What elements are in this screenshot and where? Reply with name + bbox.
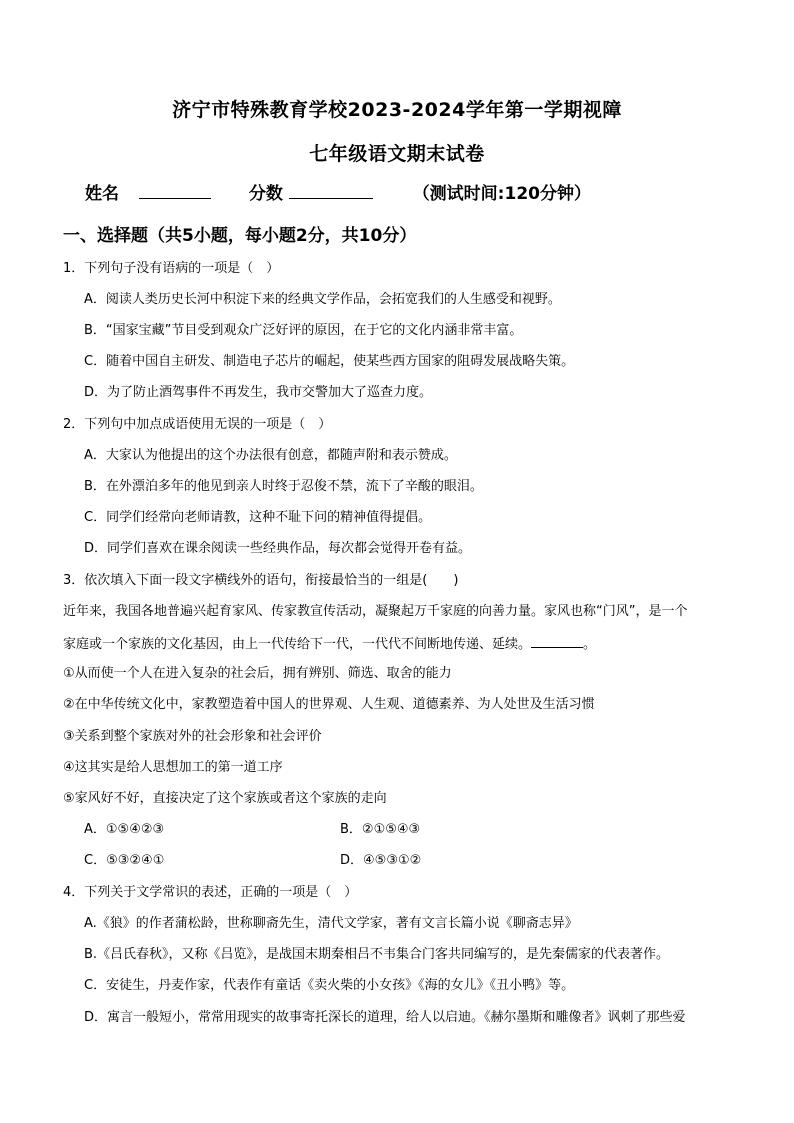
- question-3-option-a: A．①⑤④②③: [84, 822, 165, 837]
- question-3-option-c: C．⑤③②④①: [84, 853, 165, 868]
- name-label: 姓名: [85, 184, 119, 204]
- question-2-stem: 2．下列句中加点成语使用无误的一项是（ ）: [63, 417, 332, 432]
- score-label: 分数: [248, 184, 283, 204]
- question-2-option-b: B．在外漂泊多年的他见到亲人时终于忍俊不禁，流下了辛酸的眼泪。: [84, 479, 483, 494]
- question-4-option-b: B.《吕氏春秋》，又称《吕览》，是战国末期秦相吕不韦集合门客共同编写的，是先秦儒家的代表著作。: [84, 947, 670, 962]
- question-2-option-d: D．同学们喜欢在课余阅读一些经典作品，每次都会觉得开卷有益。: [84, 541, 472, 556]
- section-heading-choice: 一、选择题（共5小题，每小题2分，共10分）: [63, 226, 417, 246]
- exam-title-line1: 济宁市特殊教育学校2023-2024学年第一学期视障: [172, 99, 622, 121]
- question-2-option-a: A．大家认为他提出的这个办法很有创意，都随声附和表示赞成。: [84, 448, 457, 463]
- question-3-option-d: D．④⑤③①②: [340, 853, 422, 868]
- question-3-sentence-3: ③关系到整个家族对外的社会形象和社会评价: [63, 729, 322, 744]
- exam-title-line2: 七年级语文期末试卷: [309, 143, 485, 165]
- fill-blank: [531, 633, 583, 648]
- passage-end-mark: 。: [583, 637, 597, 652]
- question-4-stem: 4．下列关于文学常识的表述，正确的一项是（ ）: [63, 885, 358, 900]
- time-note: （测试时间:120分钟）: [412, 184, 591, 204]
- question-3-option-b: B．②①⑤④③: [340, 822, 421, 837]
- question-1-option-a: A．阅读人类历史长河中积淀下来的经典文学作品，会拓宽我们的人生感受和视野。: [84, 292, 561, 307]
- question-1-option-c: C．随着中国自主研发、制造电子芯片的崛起，使某些西方国家的阻碍发展战略失策。: [84, 354, 575, 369]
- question-3-passage-line2: [63, 633, 596, 655]
- student-info-row: [85, 179, 591, 204]
- question-3-stem: 3．依次填入下面一段文字横线外的语句，衔接最恰当的一组是( ): [63, 573, 459, 588]
- name-blank: [139, 182, 211, 199]
- question-3-passage-line1: 近年来，我国各地普遍兴起育家风、传家教宣传活动，凝聚起万千家庭的向善力量。家风也称“门风”，是一个: [63, 604, 688, 619]
- question-3-passage-text: 家庭或一个家族的文化基因，由上一代传给下一代，一代代不间断地传递、延续。: [63, 637, 532, 652]
- question-2-option-c: C．同学们经常向老师请教，这种不耻下问的精神值得提倡。: [84, 510, 432, 525]
- question-3-sentence-4: ④这其实是给人思想加工的第一道工序: [63, 760, 283, 775]
- question-1-stem: 1．下列句子没有语病的一项是（ ）: [63, 261, 280, 276]
- question-4-option-a: A.《狼》的作者蒲松龄，世称聊斋先生，清代文学家，著有文言长篇小说《聊斋志异》: [84, 916, 578, 931]
- question-3-sentence-5: ⑤家风好不好，直接决定了这个家族或者这个家族的走向: [63, 791, 387, 806]
- question-1-option-d: D．为了防止酒驾事件不再发生，我市交警加大了巡查力度。: [84, 385, 433, 400]
- question-3-sentence-2: ②在中华传统文化中，家教塑造着中国人的世界观、人生观、道德素养、为人处世及生活习惯: [63, 697, 595, 712]
- question-1-option-b: B．“国家宝藏”节目受到观众广泛好评的原因，在于它的文化内涵非常丰富。: [84, 323, 523, 338]
- question-3-sentence-1: ①从而使一个人在进入复杂的社会后，拥有辨别、筛选、取舍的能力: [63, 666, 452, 681]
- question-4-option-c: C．安徒生，丹麦作家，代表作有童话《卖火柴的小女孩》《海的女儿》《丑小鸭》等。: [84, 978, 575, 993]
- question-4-option-d: D．寓言一般短小，常常用现实的故事寄托深长的道理，给人以启迪。《赫尔墨斯和雕像者》讽刺了那些爱: [84, 1010, 686, 1025]
- score-blank: [289, 182, 373, 199]
